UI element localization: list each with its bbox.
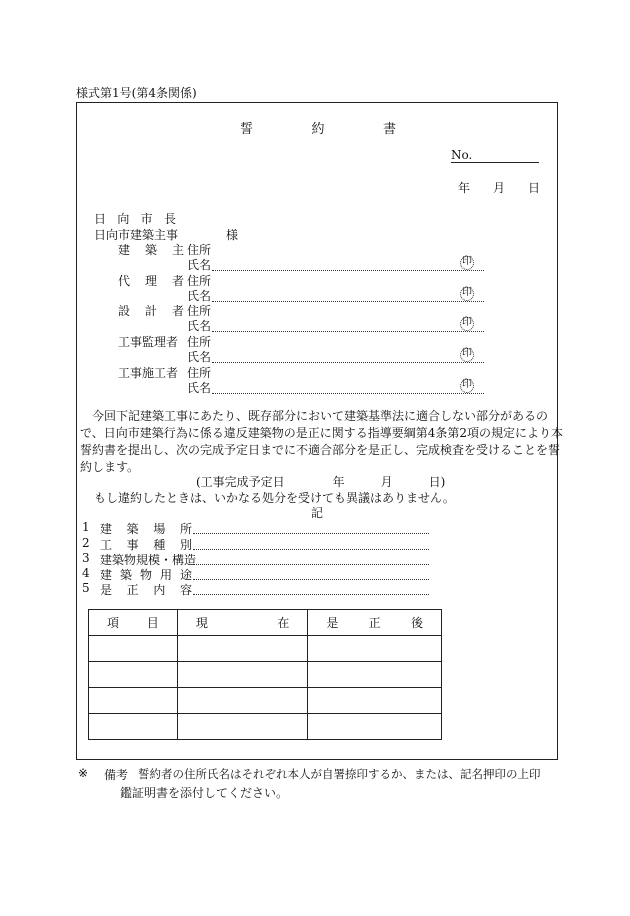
item-char: 用 (159, 568, 172, 582)
item-char: 物 (139, 568, 152, 582)
header-char: 目 (146, 616, 159, 630)
paragraph-line: 約します。 (80, 460, 140, 474)
table-cell[interactable] (308, 636, 442, 662)
role-char: 建 (118, 243, 131, 257)
item-input-line[interactable] (193, 594, 429, 595)
paragraph-line: で、日向市建築行為に係る違反建築物の是正に関する指導要綱第4条第2項の規定により本 (80, 426, 564, 440)
item-char: 所 (179, 522, 192, 536)
item-number: 1 (82, 520, 90, 534)
date-month: 月 (492, 181, 505, 195)
name-input-line[interactable] (212, 362, 484, 363)
title-char: 書 (382, 122, 396, 137)
table-cell[interactable] (177, 714, 308, 740)
name-input-line[interactable] (212, 301, 484, 302)
paragraph-line: 今回下記建築工事にあたり、既存部分において建築基準法に適合しない部分があるの (80, 409, 549, 423)
seal-stamp-mark: 印 (460, 287, 474, 301)
item-char: 場 (153, 522, 166, 536)
table-row (89, 636, 442, 662)
party-role-agent (118, 272, 184, 289)
pledge-paragraph (80, 408, 564, 476)
role-char: 者 (171, 304, 184, 318)
date-day: 日 (527, 181, 540, 195)
name-input-line[interactable] (212, 331, 484, 332)
paragraph-line: 誓約書を提出し、次の完成予定日までに不適合部分を是正し、完成検査を受けることを誓 (80, 443, 561, 457)
note-line2: 鑑証明書を添付してください。 (120, 786, 289, 800)
table-row (89, 714, 442, 740)
addressee-char: 長 (163, 212, 176, 226)
item-char: 築 (126, 522, 139, 536)
title-char: 誓 (240, 122, 254, 137)
addressee-char: 市 (140, 212, 153, 226)
item-char: 築 (119, 568, 132, 582)
seal-stamp-mark: 印 (460, 256, 474, 270)
address-label: 住所 (187, 274, 212, 288)
item-number: 2 (82, 536, 90, 550)
form-label: 様式第1号(第4条関係) (76, 86, 197, 100)
name-input-line[interactable] (212, 270, 484, 271)
item-char: 正 (126, 583, 139, 597)
item-number: 5 (82, 581, 90, 595)
item-input-line[interactable] (193, 533, 429, 534)
completion-date-line: (工事完成予定日 年 月 日) (196, 475, 446, 489)
header-char: 是 (326, 616, 339, 630)
note-mark: ※ (78, 766, 89, 780)
item-char: 事 (126, 538, 139, 552)
party-role-contractor: 工事施工者 (118, 366, 179, 380)
address-label: 住所 (187, 335, 212, 349)
role-char: 代 (118, 274, 131, 288)
ki-label: 記 (311, 506, 324, 520)
header-char: 正 (368, 616, 381, 630)
item-char: 建 (100, 568, 113, 582)
item-char: 種 (153, 538, 166, 552)
name-label: 氏名 (187, 258, 212, 272)
table-cell[interactable] (177, 688, 308, 714)
item-number: 4 (82, 566, 90, 580)
seal-stamp-mark: 印 (460, 379, 474, 393)
table-cell[interactable] (308, 714, 442, 740)
seal-stamp-mark: 印 (460, 317, 474, 331)
table-row (89, 688, 442, 714)
name-input-line[interactable] (212, 393, 484, 394)
role-char: 理 (144, 274, 157, 288)
item-char: 内 (153, 583, 166, 597)
item-char: 容 (179, 583, 192, 597)
note-line1: 誓約者の住所氏名はそれぞれ本人が自署捺印するか、または、記名押印の上印 (138, 767, 541, 781)
seal-stamp-mark: 印 (460, 348, 474, 362)
table-cell[interactable] (308, 688, 442, 714)
item-label: 建築物規模・構造 (100, 553, 197, 567)
name-label: 氏名 (187, 289, 212, 303)
item-char: 途 (179, 568, 192, 582)
addressee-char: 向 (117, 212, 130, 226)
correction-table (88, 609, 442, 740)
table-cell[interactable] (89, 662, 178, 688)
header-char: 在 (277, 616, 290, 630)
document-title (240, 118, 396, 137)
name-label: 氏名 (187, 319, 212, 333)
header-char: 項 (107, 616, 120, 630)
item-input-line[interactable] (193, 579, 429, 580)
party-role-supervisor: 工事監理者 (118, 335, 179, 349)
item-number: 3 (82, 551, 90, 565)
item-char: 工 (100, 538, 113, 552)
address-label: 住所 (187, 243, 212, 257)
party-role-designer (118, 302, 184, 319)
role-char: 主 (171, 243, 184, 257)
name-label: 氏名 (187, 381, 212, 395)
item-input-line[interactable] (193, 564, 429, 565)
name-label: 氏名 (187, 350, 212, 364)
party-role-owner (118, 241, 184, 258)
table-row (89, 662, 442, 688)
number-label: No. (451, 148, 473, 162)
item-char: 是 (100, 583, 113, 597)
addressee-honorific: 様 (226, 228, 239, 242)
table-cell[interactable] (308, 662, 442, 688)
title-char: 約 (311, 122, 325, 137)
role-char: 計 (144, 304, 157, 318)
table-cell[interactable] (89, 688, 178, 714)
date-field[interactable] (458, 179, 540, 196)
address-label: 住所 (187, 304, 212, 318)
addressee-char: 日 (94, 212, 107, 226)
role-char: 者 (171, 274, 184, 288)
table-cell[interactable] (89, 714, 178, 740)
table-cell[interactable] (177, 662, 308, 688)
header-current (177, 610, 308, 636)
pledge-line: もし違約したときは、いかなる処分を受けても異議はありません。 (94, 491, 455, 505)
item-char: 建 (100, 522, 113, 536)
date-year: 年 (458, 181, 471, 195)
addressee-line1 (94, 210, 176, 227)
table-cell[interactable] (177, 636, 308, 662)
item-label (100, 520, 192, 537)
note-label: 備考 (104, 768, 129, 782)
header-item (89, 610, 178, 636)
header-after-correction (308, 610, 442, 636)
item-char: 別 (179, 538, 192, 552)
table-cell[interactable] (89, 636, 178, 662)
number-field[interactable] (451, 148, 539, 163)
addressee-line2: 日向市建築主事 (94, 228, 179, 242)
item-input-line[interactable] (193, 549, 429, 550)
address-label: 住所 (187, 366, 212, 380)
item-label (100, 581, 192, 598)
header-char: 後 (410, 616, 423, 630)
table-header-row (89, 610, 442, 636)
role-char: 築 (144, 243, 157, 257)
role-char: 設 (118, 304, 131, 318)
header-char: 現 (195, 616, 208, 630)
